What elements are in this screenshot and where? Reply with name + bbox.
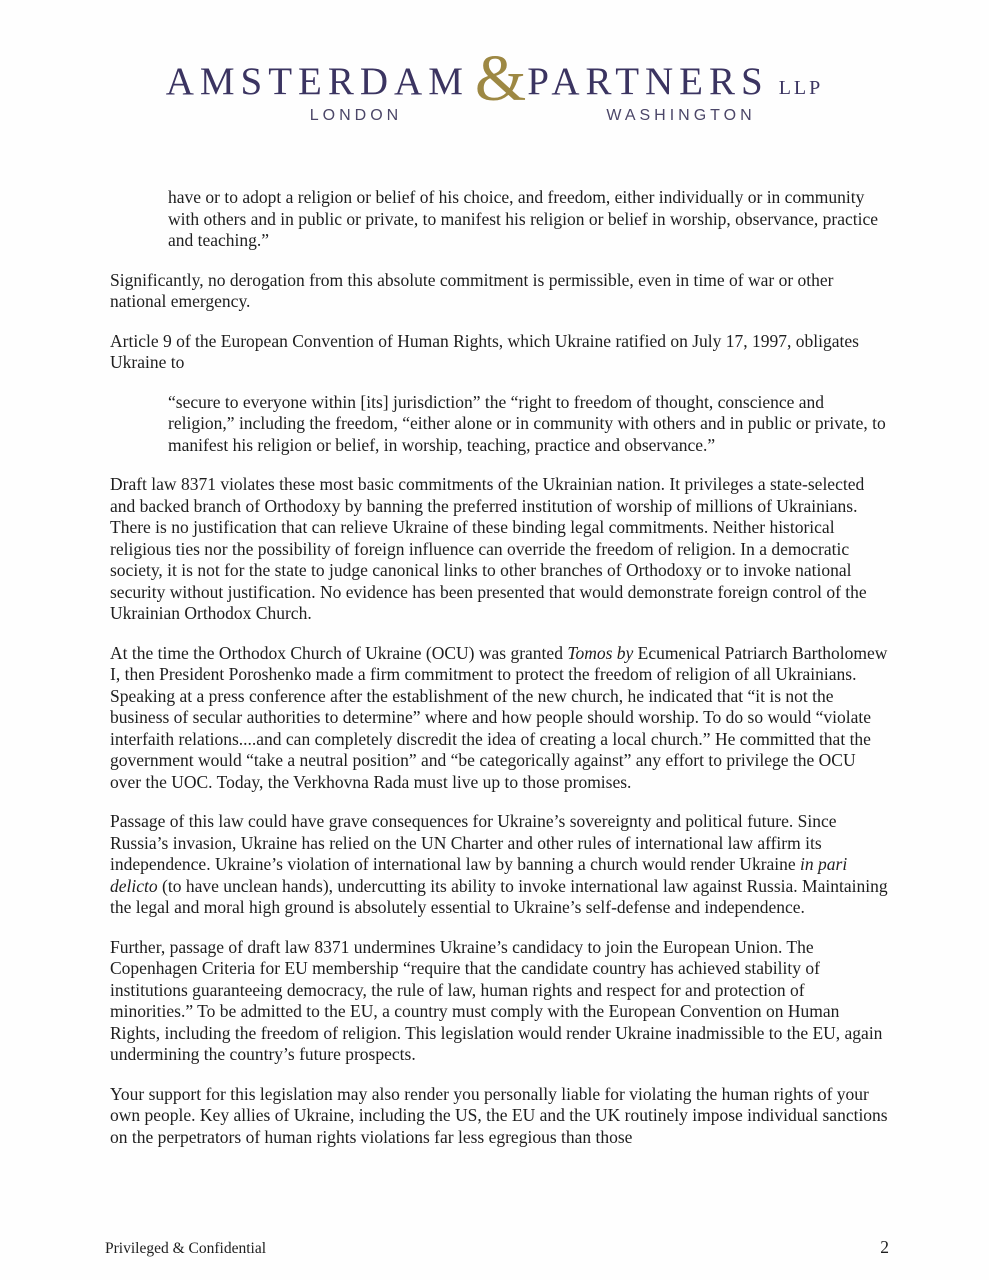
paragraph-tomos bbox=[110, 643, 889, 794]
firm-name-right: PARTNERS bbox=[527, 60, 769, 103]
letter-body bbox=[110, 187, 889, 1148]
paragraph-draft-law: Draft law 8371 violates these most basic commitments of the Ukrainian nation. It privileges a state-selected and backed branch of Orthodoxy by banning the preferred institution of worship of millions of Ukrainians. There is no justification that can relieve Ukraine of these binding legal commitments. Neither historical religious ties nor the possibility of foreign influence can override the freedom of religion. In a democratic society, it is not for the state to judge canonical links to other branches of Orthodoxy or to invoke national security without justification. No evidence has been presented that would demonstrate foreign control of the Ukrainian Orthodox Church. bbox=[110, 474, 867, 623]
paragraph-significantly: Significantly, no derogation from this absolute commitment is permissible, even in time of war or other national emergency. bbox=[110, 269, 834, 311]
blockquote-udhr: have or to adopt a religion or belief of his choice, and freedom, either individually or in community with others and in public or private, to manifest his religion or belief in worship, observance, practice and teaching.” bbox=[168, 187, 879, 250]
firm-suffix-llp: LLP bbox=[778, 77, 824, 99]
page-number: 2 bbox=[880, 1237, 889, 1257]
paragraph-tomos-part2: Ecumenical Patriarch Bartholomew I, then President Poroshenko made a firm commitment to protect the freedom of religion of all Ukrainians. Speaking at a press conference after the establishment of the new church, he indicated that “it is not the business of secular authorities to determine” where and how people should worship. To do so would “violate interfaith relations....and can completely discredit the idea of creating a local church.” He committed that the government would “take a neutral position” and “be categorically against” any effort to privilege the OCU over the UOC. Today, the Verkhovna Rada must live up to those promises. bbox=[110, 642, 888, 792]
paragraph-article9: Article 9 of the European Convention of Human Rights, which Ukraine ratified on July 17, 1997, obligates Ukraine to bbox=[110, 330, 859, 372]
paragraph-tomos-part1: At the time the Orthodox Church of Ukraine (OCU) was granted bbox=[110, 642, 568, 663]
firm-logo: AMSTERDAM & PARTNERS LLP bbox=[165, 42, 824, 115]
blockquote-echr: “secure to everyone within [its] jurisdiction” the “right to freedom of thought, conscience and religion,” including the freedom, “either alone or in community with others and in public or private, to manifest his religion or belief, in worship, teaching, practice and observance.” bbox=[168, 391, 886, 455]
privileged-confidential-label: Privileged & Confidential bbox=[105, 1240, 267, 1257]
firm-name-left: AMSTERDAM bbox=[165, 60, 469, 103]
paragraph-passage-part1: Passage of this law could have grave consequences for Ukraine’s sovereignty and political future. Since Russia’s invasion, Ukraine has relied on the UN Charter and other rules of international law affirm its independence. Ukraine’s violation of international law by banning a church would render Ukraine bbox=[110, 811, 837, 874]
paragraph-tomos-italic: Tomos by bbox=[567, 642, 634, 663]
paragraph-passage-italic: in pari delicto bbox=[110, 854, 848, 896]
letterhead bbox=[0, 0, 989, 131]
paragraph-further: Further, passage of draft law 8371 undermines Ukraine’s candidacy to join the European Union. The Copenhagen Criteria for EU membership “require that the candidate country has achieved stability of institutions guaranteeing democracy, the rule of law, human rights and respect for and protection of minorities.” To be admitted to the EU, a country must comply with the European Convention on Human Rights, including the freedom of religion. This legislation would render Ukraine inadmissible to the EU, again undermining the country’s future prospects. bbox=[110, 936, 883, 1064]
page-footer bbox=[105, 1237, 889, 1258]
paragraph-passage bbox=[110, 811, 889, 919]
paragraph-passage-part2: (to have unclean hands), undercutting its ability to invoke international law against Russia. Maintaining the legal and moral high ground is absolutely essential to Ukraine’s self-defense and independence. bbox=[110, 875, 888, 917]
paragraph-support: Your support for this legislation may also render you personally liable for violating the human rights of your own people. Key allies of Ukraine, including the US, the EU and the UK routinely impose individual sanctions on the perpetrators of human rights violations far less egregious than those bbox=[110, 1083, 888, 1147]
city-washington: WASHINGTON bbox=[606, 107, 756, 124]
city-london: LONDON bbox=[309, 107, 403, 124]
office-cities bbox=[0, 107, 989, 131]
